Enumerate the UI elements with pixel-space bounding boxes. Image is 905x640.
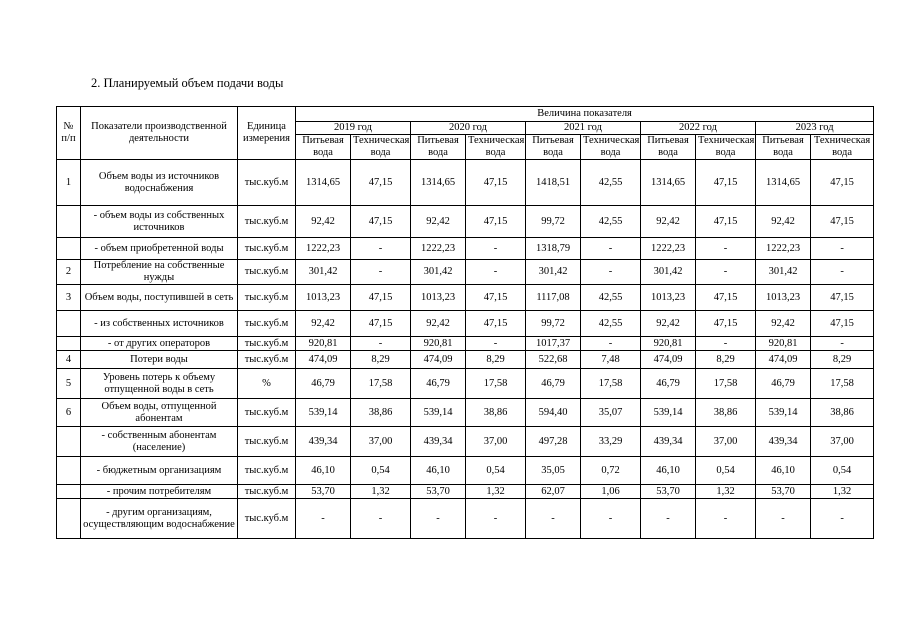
- header-unit: Единица измерения: [238, 107, 296, 160]
- row-value: 47,15: [351, 206, 411, 238]
- row-value: 920,81: [296, 337, 351, 351]
- row-value: 17,58: [351, 369, 411, 399]
- row-value: -: [466, 260, 526, 285]
- row-value: 0,54: [351, 457, 411, 485]
- header-year: 2022 год: [641, 122, 756, 135]
- row-value: 439,34: [411, 427, 466, 457]
- row-value: 301,42: [411, 260, 466, 285]
- row-value: -: [351, 238, 411, 260]
- table-row: [57, 160, 874, 206]
- row-value: 53,70: [411, 485, 466, 499]
- row-unit: тыс.куб.м: [238, 311, 296, 337]
- row-value: -: [351, 337, 411, 351]
- row-unit: тыс.куб.м: [238, 499, 296, 539]
- row-value: 1,32: [351, 485, 411, 499]
- header-technical-water: Техническая вода: [351, 135, 411, 160]
- row-unit: тыс.куб.м: [238, 351, 296, 369]
- row-value: 47,15: [811, 206, 874, 238]
- row-value: 1314,65: [296, 160, 351, 206]
- row-value: -: [466, 238, 526, 260]
- row-value: 1013,23: [296, 285, 351, 311]
- row-value: -: [411, 499, 466, 539]
- row-value: 92,42: [641, 311, 696, 337]
- row-value: 0,54: [811, 457, 874, 485]
- row-value: 92,42: [756, 311, 811, 337]
- row-value: -: [696, 499, 756, 539]
- table-row: [57, 499, 874, 539]
- row-value: 38,86: [811, 399, 874, 427]
- header-drinking-water: Питьевая вода: [526, 135, 581, 160]
- row-value: 46,79: [296, 369, 351, 399]
- row-number: [57, 457, 81, 485]
- row-value: 47,15: [466, 160, 526, 206]
- row-value: 46,10: [641, 457, 696, 485]
- row-value: 1,32: [811, 485, 874, 499]
- row-value: -: [811, 337, 874, 351]
- row-value: 1318,79: [526, 238, 581, 260]
- row-value: 92,42: [411, 311, 466, 337]
- row-number: 5: [57, 369, 81, 399]
- row-value: 1314,65: [756, 160, 811, 206]
- row-indicator: - другим организациям, осуществляющим водоснабжение: [81, 499, 238, 539]
- row-value: 8,29: [696, 351, 756, 369]
- row-value: -: [526, 499, 581, 539]
- row-value: 7,48: [581, 351, 641, 369]
- row-value: 17,58: [581, 369, 641, 399]
- row-value: 46,10: [296, 457, 351, 485]
- row-value: 474,09: [756, 351, 811, 369]
- row-value: 42,55: [581, 206, 641, 238]
- row-unit: тыс.куб.м: [238, 206, 296, 238]
- table-row: [57, 351, 874, 369]
- row-unit: тыс.куб.м: [238, 427, 296, 457]
- table-row: [57, 311, 874, 337]
- row-value: 17,58: [811, 369, 874, 399]
- row-value: 53,70: [756, 485, 811, 499]
- row-value: 47,15: [811, 285, 874, 311]
- row-value: 92,42: [411, 206, 466, 238]
- row-number: 1: [57, 160, 81, 206]
- row-value: 37,00: [811, 427, 874, 457]
- row-value: 47,15: [696, 206, 756, 238]
- header-number: № п/п: [57, 107, 81, 160]
- row-value: 47,15: [466, 311, 526, 337]
- row-value: 1017,37: [526, 337, 581, 351]
- header-indicator: Показатели производственной деятельности: [81, 107, 238, 160]
- row-indicator: - объем приобретенной воды: [81, 238, 238, 260]
- row-indicator: - из собственных источников: [81, 311, 238, 337]
- header-technical-water: Техническая вода: [466, 135, 526, 160]
- row-indicator: Объем воды, отпущенной абонентам: [81, 399, 238, 427]
- row-value: 47,15: [351, 311, 411, 337]
- row-value: -: [696, 337, 756, 351]
- row-value: -: [351, 499, 411, 539]
- row-unit: тыс.куб.м: [238, 485, 296, 499]
- table-row: [57, 427, 874, 457]
- row-value: 1222,23: [641, 238, 696, 260]
- header-technical-water: Техническая вода: [696, 135, 756, 160]
- row-value: 92,42: [296, 206, 351, 238]
- row-value: -: [296, 499, 351, 539]
- row-value: 38,86: [351, 399, 411, 427]
- row-value: 539,14: [756, 399, 811, 427]
- table-row: [57, 399, 874, 427]
- row-indicator: - прочим потребителям: [81, 485, 238, 499]
- row-value: 497,28: [526, 427, 581, 457]
- row-value: 33,29: [581, 427, 641, 457]
- row-value: -: [811, 260, 874, 285]
- row-value: 47,15: [696, 160, 756, 206]
- header-year: 2020 год: [411, 122, 526, 135]
- row-number: 2: [57, 260, 81, 285]
- header-year: 2023 год: [756, 122, 874, 135]
- row-value: 1314,65: [411, 160, 466, 206]
- row-value: -: [581, 337, 641, 351]
- table-row: [57, 457, 874, 485]
- row-value: 92,42: [641, 206, 696, 238]
- row-number: [57, 311, 81, 337]
- row-indicator: - бюджетным организациям: [81, 457, 238, 485]
- row-value: 474,09: [641, 351, 696, 369]
- row-value: 0,72: [581, 457, 641, 485]
- row-value: 1013,23: [756, 285, 811, 311]
- row-value: 46,10: [756, 457, 811, 485]
- header-drinking-water: Питьевая вода: [641, 135, 696, 160]
- row-value: 35,05: [526, 457, 581, 485]
- row-value: 1,32: [466, 485, 526, 499]
- table-row: [57, 260, 874, 285]
- row-value: 594,40: [526, 399, 581, 427]
- row-value: 46,79: [641, 369, 696, 399]
- row-value: 47,15: [466, 206, 526, 238]
- row-indicator: Потребление на собственные нужды: [81, 260, 238, 285]
- row-value: 46,79: [526, 369, 581, 399]
- row-value: -: [696, 260, 756, 285]
- row-value: 539,14: [641, 399, 696, 427]
- row-number: [57, 238, 81, 260]
- row-value: 1222,23: [411, 238, 466, 260]
- row-value: 35,07: [581, 399, 641, 427]
- row-value: 46,79: [411, 369, 466, 399]
- row-value: 37,00: [351, 427, 411, 457]
- header-year: 2019 год: [296, 122, 411, 135]
- row-value: 301,42: [756, 260, 811, 285]
- row-indicator: - собственным абонентам (население): [81, 427, 238, 457]
- table-row: [57, 238, 874, 260]
- row-number: [57, 337, 81, 351]
- header-technical-water: Техническая вода: [811, 135, 874, 160]
- row-value: 301,42: [296, 260, 351, 285]
- header-drinking-water: Питьевая вода: [411, 135, 466, 160]
- row-value: 920,81: [411, 337, 466, 351]
- row-value: 42,55: [581, 160, 641, 206]
- row-unit: тыс.куб.м: [238, 337, 296, 351]
- row-indicator: Потери воды: [81, 351, 238, 369]
- row-value: -: [351, 260, 411, 285]
- row-value: 301,42: [526, 260, 581, 285]
- row-value: 99,72: [526, 311, 581, 337]
- row-value: -: [811, 238, 874, 260]
- row-value: 42,55: [581, 285, 641, 311]
- row-value: 47,15: [351, 285, 411, 311]
- row-value: 1222,23: [756, 238, 811, 260]
- row-value: 53,70: [641, 485, 696, 499]
- row-value: 47,15: [811, 311, 874, 337]
- row-indicator: Объем воды, поступившей в сеть: [81, 285, 238, 311]
- row-value: 1,32: [696, 485, 756, 499]
- row-value: 439,34: [296, 427, 351, 457]
- row-value: 47,15: [696, 285, 756, 311]
- row-value: -: [581, 499, 641, 539]
- row-value: 1222,23: [296, 238, 351, 260]
- row-value: 42,55: [581, 311, 641, 337]
- row-indicator: - объем воды из собственных источников: [81, 206, 238, 238]
- row-unit: тыс.куб.м: [238, 160, 296, 206]
- row-value: 38,86: [466, 399, 526, 427]
- row-value: 1013,23: [411, 285, 466, 311]
- row-value: 92,42: [756, 206, 811, 238]
- row-value: -: [696, 238, 756, 260]
- row-value: 47,15: [811, 160, 874, 206]
- row-value: 1013,23: [641, 285, 696, 311]
- row-value: 474,09: [296, 351, 351, 369]
- row-value: 474,09: [411, 351, 466, 369]
- row-unit: тыс.куб.м: [238, 457, 296, 485]
- row-value: 1314,65: [641, 160, 696, 206]
- row-number: 6: [57, 399, 81, 427]
- row-value: -: [581, 238, 641, 260]
- row-value: 439,34: [756, 427, 811, 457]
- row-value: 301,42: [641, 260, 696, 285]
- header-year: 2021 год: [526, 122, 641, 135]
- row-unit: тыс.куб.м: [238, 399, 296, 427]
- section-title: 2. Планируемый объем подачи воды: [91, 76, 284, 90]
- row-value: 1418,51: [526, 160, 581, 206]
- row-value: 99,72: [526, 206, 581, 238]
- row-value: 8,29: [466, 351, 526, 369]
- row-unit: %: [238, 369, 296, 399]
- row-value: -: [581, 260, 641, 285]
- row-unit: тыс.куб.м: [238, 260, 296, 285]
- row-value: 46,79: [756, 369, 811, 399]
- row-value: 17,58: [696, 369, 756, 399]
- row-value: 47,15: [351, 160, 411, 206]
- row-number: [57, 499, 81, 539]
- row-value: 37,00: [466, 427, 526, 457]
- row-value: 8,29: [351, 351, 411, 369]
- table-row: [57, 206, 874, 238]
- row-unit: тыс.куб.м: [238, 238, 296, 260]
- row-value: 1117,08: [526, 285, 581, 311]
- header-technical-water: Техническая вода: [581, 135, 641, 160]
- header-value: Величина показателя: [296, 107, 874, 122]
- water-supply-table: [56, 106, 874, 539]
- table-row: [57, 285, 874, 311]
- table-row: [57, 337, 874, 351]
- row-number: [57, 485, 81, 499]
- row-value: -: [466, 499, 526, 539]
- row-number: [57, 427, 81, 457]
- row-number: [57, 206, 81, 238]
- row-value: -: [466, 337, 526, 351]
- row-value: 522,68: [526, 351, 581, 369]
- row-number: 4: [57, 351, 81, 369]
- row-value: -: [756, 499, 811, 539]
- row-value: 0,54: [696, 457, 756, 485]
- row-number: 3: [57, 285, 81, 311]
- table-row: [57, 485, 874, 499]
- row-value: 920,81: [756, 337, 811, 351]
- row-value: 17,58: [466, 369, 526, 399]
- row-value: 38,86: [696, 399, 756, 427]
- header-drinking-water: Питьевая вода: [296, 135, 351, 160]
- row-value: 0,54: [466, 457, 526, 485]
- row-indicator: Уровень потерь к объему отпущенной воды в сеть: [81, 369, 238, 399]
- row-indicator: - от других операторов: [81, 337, 238, 351]
- row-unit: тыс.куб.м: [238, 285, 296, 311]
- row-indicator: Объем воды из источников водоснабжения: [81, 160, 238, 206]
- row-value: 92,42: [296, 311, 351, 337]
- row-value: 37,00: [696, 427, 756, 457]
- header-drinking-water: Питьевая вода: [756, 135, 811, 160]
- row-value: 1,06: [581, 485, 641, 499]
- row-value: 46,10: [411, 457, 466, 485]
- row-value: -: [641, 499, 696, 539]
- row-value: 47,15: [696, 311, 756, 337]
- row-value: 47,15: [466, 285, 526, 311]
- row-value: 539,14: [296, 399, 351, 427]
- row-value: 920,81: [641, 337, 696, 351]
- table-row: [57, 369, 874, 399]
- row-value: 53,70: [296, 485, 351, 499]
- row-value: 62,07: [526, 485, 581, 499]
- row-value: 439,34: [641, 427, 696, 457]
- row-value: 539,14: [411, 399, 466, 427]
- row-value: -: [811, 499, 874, 539]
- row-value: 8,29: [811, 351, 874, 369]
